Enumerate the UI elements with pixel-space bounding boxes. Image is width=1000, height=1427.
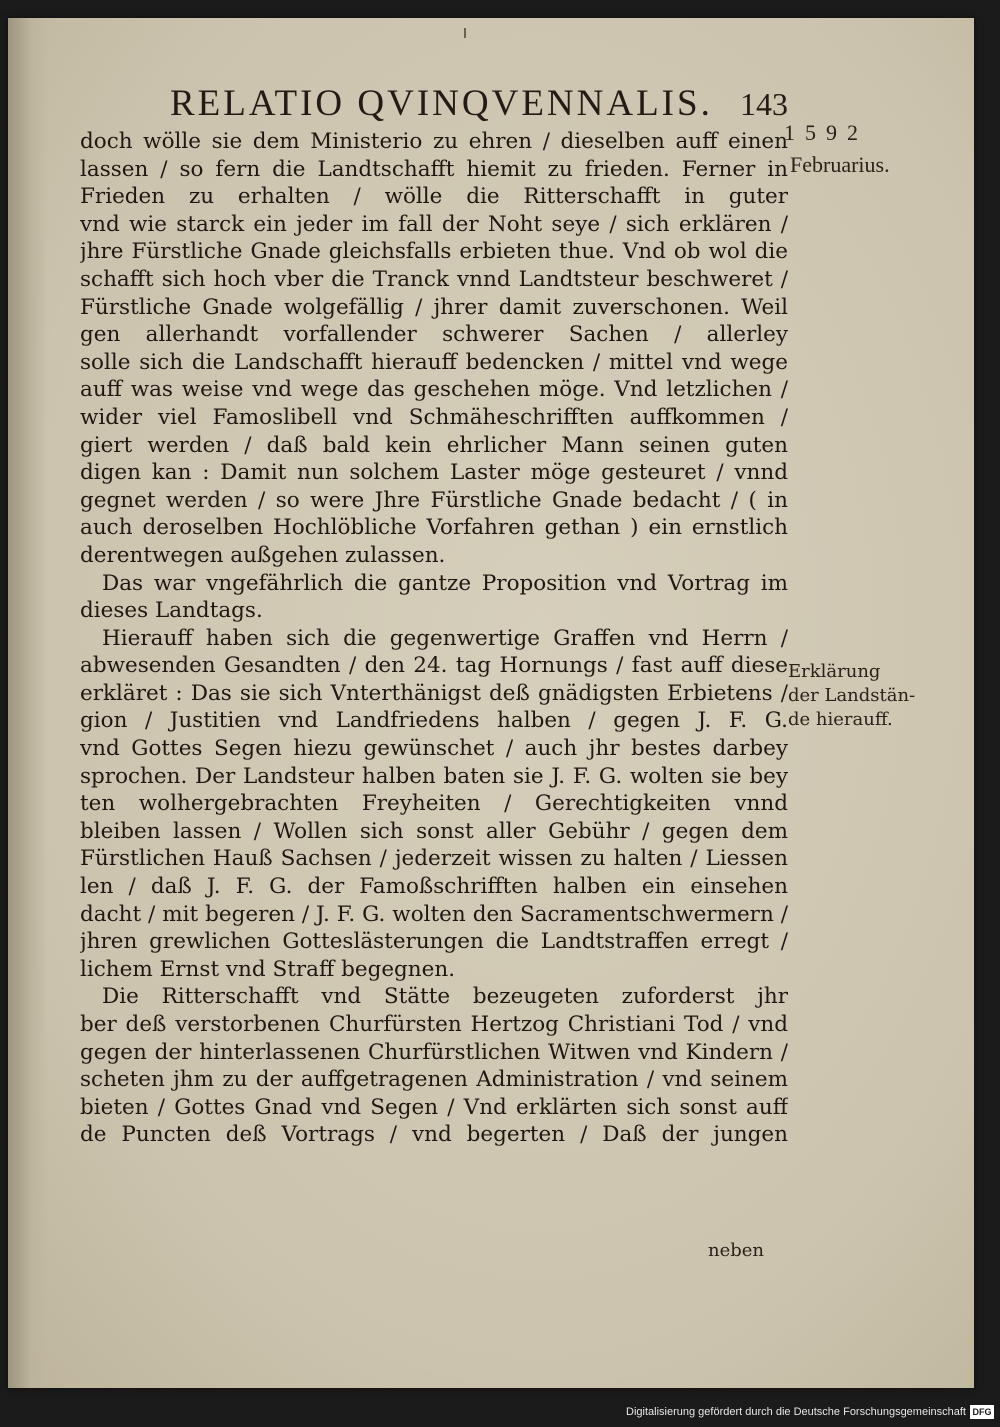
text-line: auff was weise vnd wege das geschehen möge. Vnd letzlichen /: [80, 377, 788, 403]
text-line: gegen der hinterlassenen Churfürstlichen Witwen vnd Kindern /: [80, 1039, 788, 1065]
text-line: Die Ritterschafft vnd Stätte bezeugeten zuforderst jhr: [102, 984, 788, 1010]
margin-note: [788, 660, 938, 732]
body-text: [80, 128, 788, 1149]
text-line: jhre Fürstliche Gnade gleichsfalls erbieten thue. Vnd ob wol die: [80, 239, 788, 265]
text-line: Hierauff haben sich die gegenwertige Graffen vnd Herrn /: [102, 625, 788, 651]
running-title: RELATIO QVINQVENNALIS.: [170, 83, 713, 124]
text-line: vnd wie starck ein jeder im fall der Noht seye / sich erklären /: [80, 211, 788, 237]
page-gutter: [8, 18, 48, 1388]
text-line: ber deß verstorbenen Churfürsten Hertzog Christiani Tod / vnd: [80, 1012, 788, 1037]
text-line: lichem Ernst vnd Straff begegnen.: [80, 956, 456, 982]
text-line: vnd Gottes Segen hiezu gewünschet / auch jhr bestes darbey: [80, 736, 788, 762]
text-line: bleiben lassen / Wollen sich sonst aller Gebühr / gegen dem: [80, 818, 788, 844]
text-line: erkläret : Das sie sich Vnterthänigst deß gnädigsten Erbietens /: [80, 680, 788, 706]
funding-credit: Digitalisierung gefördert durch die Deutsche Forschungsgemeinschaft: [626, 1406, 966, 1418]
text-line: gen allerhandt vorfallender schwerer Sachen / allerley: [80, 322, 788, 348]
text-line: dieses Landtags.: [80, 598, 263, 624]
text-line: len / daß J. F. G. der Famoßschrifften halben ein einsehen: [80, 874, 788, 900]
text-line: Fürstlichen Hauß Sachsen / jederzeit wissen zu halten / Liessen: [80, 846, 788, 872]
margin-year: 1592: [784, 120, 868, 145]
text-line: doch wölle sie dem Ministerio zu ehren / dieselben auff einen: [80, 129, 788, 154]
catchword: neben: [708, 1240, 765, 1261]
text-line: Fürstliche Gnade wolgefällig / jhrer damit zuverschonen. Weil: [80, 294, 788, 320]
page-mark: [464, 28, 466, 38]
page-header: [170, 82, 800, 128]
page-number: 143: [740, 86, 788, 122]
text-line: dacht / mit begeren / J. F. G. wolten den Sacramentschwermern /: [80, 901, 788, 927]
text-line: Das war vngefährlich die gantze Proposition vnd Vortrag im: [102, 570, 788, 596]
text-line: auch deroselben Hochlöbliche Vorfahren gethan ) ein ernstlich: [80, 515, 788, 541]
text-line: wider viel Famoslibell vnd Schmäheschrifften auffkommen /: [80, 404, 788, 430]
text-line: digen kan : Damit nun solchem Laster möge gesteuret / vnnd: [80, 460, 788, 486]
margin-note-line: de hierauff.: [788, 709, 893, 730]
text-line: lassen / so fern die Landtschafft hiemit zu frieden. Ferner in: [80, 156, 788, 182]
text-line: de Puncten deß Vortrags / vnd begerten / Daß der jungen: [80, 1122, 788, 1148]
text-line: ten wolhergebrachten Freyheiten / Gerechtigkeiten vnnd: [80, 791, 788, 817]
text-line: scheten jhm zu der auffgetragenen Administration / vnd seinem: [80, 1067, 788, 1093]
text-line: gion / Justitien vnd Landfriedens halben / gegen J. F. G.: [80, 708, 788, 734]
margin-note-line: der Landstän-: [788, 685, 916, 706]
text-line: bieten / Gottes Gnad vnd Segen / Vnd erklärten sich sonst auff: [80, 1094, 788, 1120]
text-line: gegnet werden / so were Jhre Fürstliche Gnade bedacht / ( in: [80, 487, 788, 513]
text-line: solle sich die Landschafft hierauff bedencken / mittel vnd wege: [80, 349, 788, 375]
margin-note-line: Erklärung: [788, 661, 881, 682]
text-line: Frieden zu erhalten / wölle die Ritterschafft in guter: [80, 184, 788, 210]
text-line: schafft sich hoch vber die Tranck vnnd Landtsteur beschweret /: [80, 266, 788, 292]
dfg-logo: DFG: [970, 1405, 994, 1419]
text-line: jhren grewlichen Gotteslästerungen die Landtstraffen erregt /: [80, 929, 788, 955]
margin-month: Februarius.: [790, 152, 890, 177]
text-line: abwesenden Gesandten / den 24. tag Hornungs / fast auff diese: [80, 653, 788, 679]
footer-bar: [0, 1398, 1000, 1427]
text-line: sprochen. Der Landsteur halben baten sie J. F. G. wolten sie bey: [80, 763, 788, 789]
text-line: giert werden / daß bald kein ehrlicher Mann seinen guten: [80, 432, 788, 458]
text-line: derentwegen außgehen zulassen.: [80, 542, 446, 568]
